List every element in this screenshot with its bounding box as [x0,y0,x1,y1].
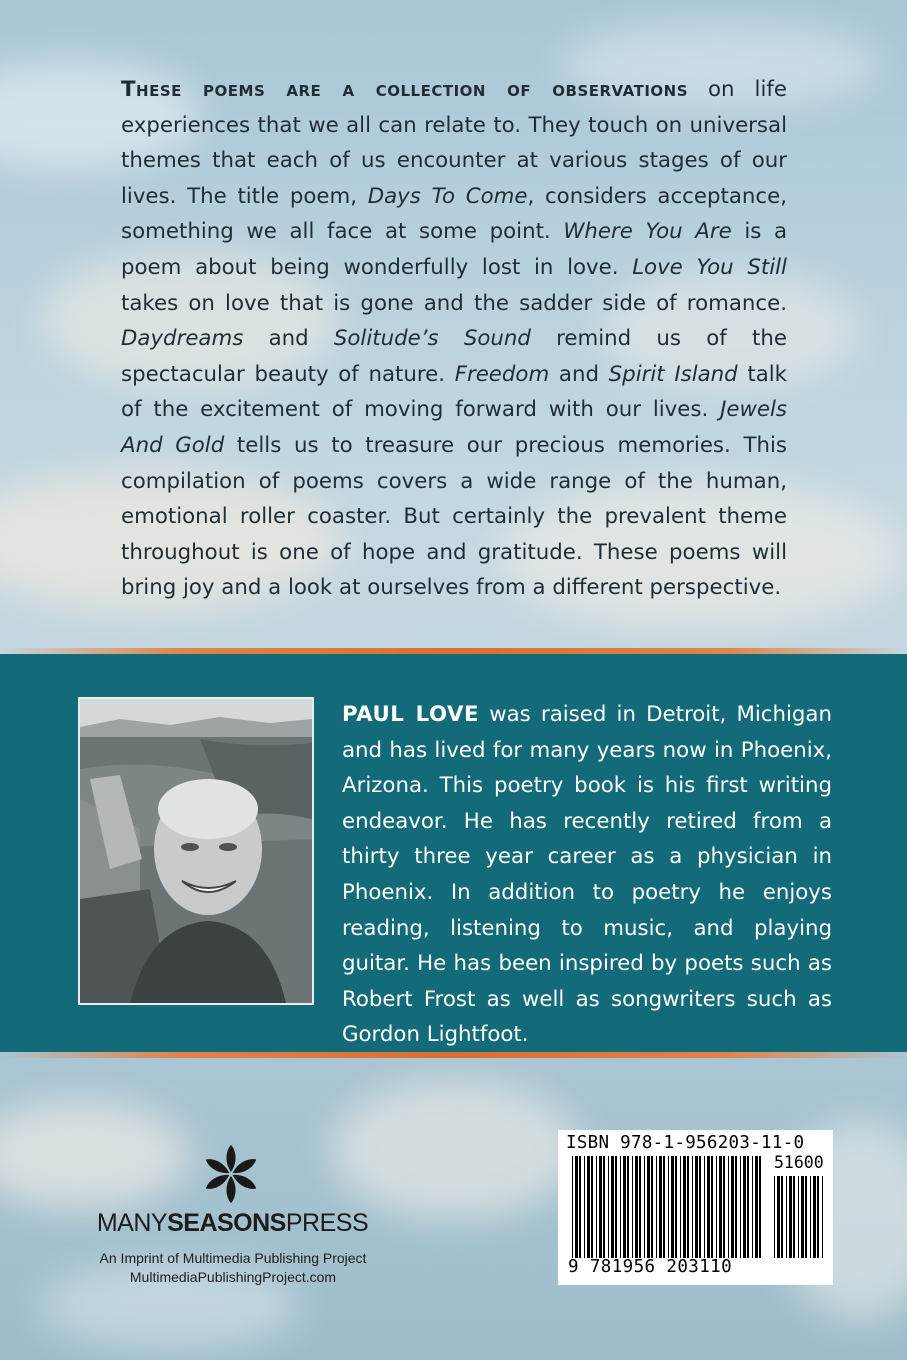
barcode-bar [759,1156,761,1258]
barcode-bar [647,1156,650,1258]
barcode-bar [704,1156,705,1258]
imprint-url: MultimediaPublishingProject.com [129,1269,337,1285]
barcode-bar [777,1176,780,1258]
imprint-line: An Imprint of Multimedia Publishing Project [99,1250,367,1266]
barcode-bar [793,1176,795,1258]
barcode-bar [711,1156,713,1258]
blurb-text: on life experiences that we all can relate to. They touch on universal themes that each of us encounter at various stages of our lives. The title poem, [121,77,787,209]
barcode-bar [728,1156,729,1258]
barcode-bar [817,1176,819,1258]
barcode-bar [810,1176,811,1258]
barcode-bar [608,1156,609,1258]
barcode-bar [735,1156,737,1258]
author-bio [342,697,832,1053]
barcode-bar [627,1156,629,1258]
blurb-text: and [243,326,334,352]
barcode-bar [611,1156,614,1258]
barcode-bar [639,1156,641,1258]
barcode-bar [663,1156,665,1258]
barcode-bar [786,1176,787,1258]
flower-icon [201,1144,261,1204]
barcode-bar [699,1156,701,1258]
barcode-bar [813,1176,816,1258]
poem-title: Days To Come [367,183,528,209]
barcode-bar [591,1156,593,1258]
author-bio-text: was raised in Detroit, Michigan and has lived for many years now in Phoenix, Arizona. This poetry book is his first writing endeavor. He has recently retired from a thirty three year career as a physician in Phoenix. In addition to poetry he enjoys reading, listening to music, and playing guitar. He has been inspired by poets such as Robert Frost as well as songwriters such as Gordon Lightfoot. [342,702,832,1048]
barcode-bar [644,1156,645,1258]
barcode-bar [752,1156,753,1258]
barcode-bar [651,1156,653,1258]
poem-title: Jewels And Gold [121,397,787,458]
book-blurb [121,72,787,606]
barcode-bar [675,1156,677,1258]
barcode-bar [615,1156,617,1258]
barcode-bar [801,1176,804,1258]
blurb-text: , considers acceptance, something we all face at some point. [121,183,787,245]
barcode-bar [723,1156,725,1258]
barcode-bar [789,1176,792,1258]
barcode-bar [623,1156,626,1258]
author-photo-illustration [80,699,312,1003]
cloud [0,1100,190,1210]
barcode-bar [599,1156,602,1258]
blurb-text: takes on love that is gone and the sadder side of romance. [121,290,787,316]
barcode-bar [707,1156,710,1258]
poem-title: Where You Are [563,219,732,245]
author-name: PAUL LOVE [342,702,480,727]
barcode-bar [656,1156,657,1258]
barcode-bar [596,1156,597,1258]
barcode-bar [584,1156,585,1258]
poem-title: Solitude’s Sound [333,326,531,352]
isbn-label: ISBN 978-1-956203-11-0 [566,1133,805,1153]
barcode-bar [603,1156,605,1258]
barcode-bar [680,1156,681,1258]
poem-title: Daydreams [121,326,244,352]
barcode-bar [683,1156,686,1258]
barcode-bar [668,1156,669,1258]
blurb-text: tells us to treasure our precious memories. This compilation of poems covers a wide range of the human, emotional roller coaster. But certainly the prevalent theme throughout is one of hope and gratitude. These poems will bring joy and a look at ourselves from a different perspective. [121,432,787,601]
publisher-name-part: MANY [96,1209,168,1237]
barcode-bar [781,1176,783,1258]
barcode-bar [747,1156,749,1258]
barcode-bar [755,1156,758,1258]
barcode-bar [572,1156,573,1258]
poem-title: Freedom [454,361,550,387]
blurb-text: is a poem about being wonderfully lost in love. [121,219,788,280]
barcode-bar [805,1176,807,1258]
publisher-logo [201,1144,261,1204]
barcode-bar [587,1156,590,1258]
barcode-bar [719,1156,722,1258]
ean-barcode-bars [572,1156,762,1258]
author-photo [78,697,314,1005]
publisher-name-part: SEASONS [167,1209,286,1237]
blurb-text: talk of the excitement of moving forward with our lives. [121,361,788,423]
barcode-bar [774,1176,775,1258]
barcode-bar [822,1176,823,1258]
addon-barcode-bars [774,1176,826,1258]
barcode-bar [635,1156,638,1258]
barcode-bar [743,1156,746,1258]
barcode-bar [620,1156,621,1258]
barcode-bar [716,1156,717,1258]
blurb-text: remind us of the spectacular beauty of nature. [121,326,787,387]
poem-title: Love You Still [632,254,787,280]
barcode-bar [671,1156,674,1258]
ean-number: 9 781956 203110 [568,1257,733,1277]
barcode-bar [687,1156,689,1258]
barcode-bar [659,1156,662,1258]
publisher-name [90,1209,375,1238]
publisher-imprint [78,1249,388,1287]
barcode-bar [798,1176,799,1258]
price-code: 51600 [774,1153,824,1172]
barcode-bar [575,1156,578,1258]
barcode-bar [731,1156,734,1258]
cloud [330,1080,580,1220]
blurb-lead: These poems are a collection of observations [121,77,689,102]
barcode-bar [632,1156,633,1258]
isbn-barcode [558,1130,833,1285]
barcode-bar [692,1156,693,1258]
blurb-text: and [549,361,609,387]
barcode-bar [695,1156,698,1258]
publisher-name-part: PRESS [285,1209,369,1237]
barcode-bar [579,1156,581,1258]
barcode-bar [740,1156,741,1258]
poem-title: Spirit Island [608,361,738,387]
